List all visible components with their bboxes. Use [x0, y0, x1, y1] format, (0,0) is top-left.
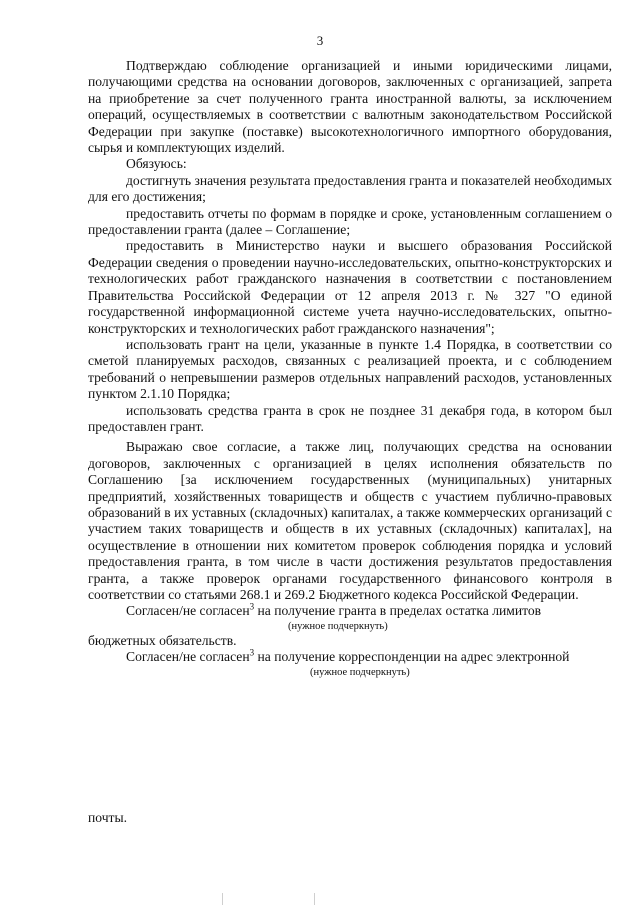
consent-email-label[interactable]: Согласен/не согласен	[126, 649, 250, 665]
consent-grant-line	[88, 603, 612, 619]
paragraph-obligation-results: достигнуть значения результата предоставления гранта и показателей необходимых для его достижения;	[88, 172, 612, 205]
consent-grant-footnote: 3	[249, 601, 255, 612]
consent-grant-hint: (нужное подчеркнуть)	[288, 620, 388, 632]
consent-grant-continuation: бюджетных обязательств.	[88, 632, 237, 648]
consent-email-continuation: почты.	[88, 810, 128, 825]
paragraph-obligation-ministry: предоставить в Министерство науки и высшего образования Российской Федерации сведения о проведении научно-исследовательских, опытно-конструкторских и технологических работ гражданского назначения в соответствии с постановлением Правительства Российской Федерации от 12 апреля 2013 г. № 327 "О единой государственной информационной системе учета научно-исследовательских, опытно-конструкторских и технологических работ гражданского назначения";	[88, 238, 612, 336]
paragraph-obligation-reports: предоставить отчеты по формам в порядке и сроке, установленным соглашением о предоставлении гранта (далее – Соглашение;	[88, 205, 612, 238]
consent-email-line	[88, 649, 612, 665]
consent-grant-text: на получение гранта в пределах остатка лимитов	[254, 603, 542, 619]
paragraph-consent-inspections: Выражаю свое согласие, а также лиц, получающих средства на основании договоров, заключенных с организацией в целях исполнения обязательств по Соглашению [за исключением государственных (муниципальных) унитарных предприятий, хозяйственных товариществ и обществ с участием публично-правовых образований в их уставных (складочных) капиталах, а также коммерческих организаций с участием таких товариществ и обществ в их уставных (складочных) капиталах], на осуществление в отношении них комитетом проверок соблюдения порядка и условий предоставления гранта, в том числе в части достижения результатов предоставления гранта, а также проверок органами государственного финансового контроля в соответствии со статьями 268.1 и 269.2 Бюджетного кодекса Российской Федерации.	[88, 439, 612, 602]
page-number: 3	[316, 33, 324, 48]
paragraph-obligation-deadline: использовать средства гранта в срок не позднее 31 декабря года, в котором был предоставлен грант.	[88, 402, 612, 434]
scan-mark	[314, 893, 315, 905]
document-body	[88, 58, 612, 679]
consent-email-footnote: 3	[249, 647, 255, 658]
scan-mark	[222, 893, 223, 905]
paragraph-obligation-heading: Обязуюсь:	[126, 156, 187, 172]
consent-grant-label[interactable]: Согласен/не согласен	[126, 603, 250, 619]
paragraph-confirmation: Подтверждаю соблюдение организацией и иными юридическими лицами, получающими средства на основании договоров, заключенных с организацией, запрета на приобретение за счет полученного гранта иностранной валюты, за исключением операций, осуществляемых в соответствии с валютным законодательством Российской Федерации при закупке (поставке) высокотехнологичного импортного оборудования, сырья и комплектующих изделий.	[88, 58, 612, 156]
paragraph-obligation-purpose: использовать грант на цели, указанные в пункте 1.4 Порядка, в соответствии со сметой планируемых расходов, связанных с реализацией проекта, и с соблюдением требований о непревышении размеров отдельных направлений расходов, установленных пунктом 2.1.10 Порядка;	[88, 336, 612, 402]
consent-email-text: на получение корреспонденции на адрес электронной	[254, 649, 570, 665]
consent-email-hint: (нужное подчеркнуть)	[310, 666, 410, 678]
